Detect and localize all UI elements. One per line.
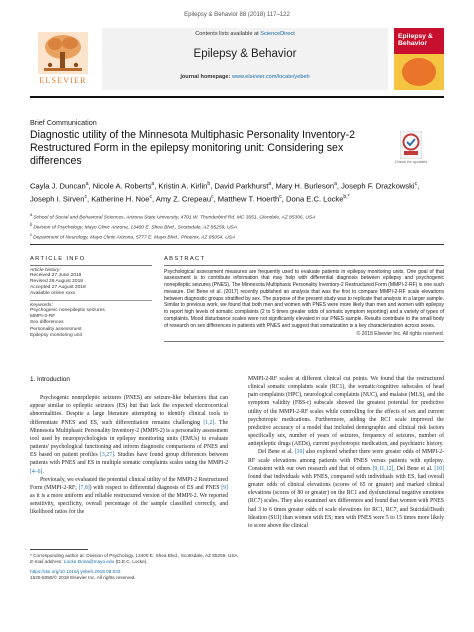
history-entry: Revised 26 August 2018 <box>30 278 84 284</box>
keywords-label: Keywords: <box>30 303 53 308</box>
abstract-column <box>164 256 444 342</box>
author-affiliation-marker: c <box>149 193 152 200</box>
author-affiliation-marker: a <box>85 181 89 187</box>
header-separator <box>30 244 444 245</box>
contents-line <box>102 31 388 37</box>
keyword: Personality assessment <box>30 326 82 332</box>
affiliation-text: School of Social and Behavioral Sciences, Arizona State University, 4701 W. Thunderbird Rd. MC 3051, Glendale, AZ 85306, USA <box>33 215 316 221</box>
abstract-copyright: © 2018 Elsevier Inc. All rights reserved. <box>356 331 444 338</box>
homepage-line <box>102 74 388 80</box>
email-label: E-mail address: <box>30 559 63 564</box>
author[interactable]: Mary H. Burleson <box>275 181 335 191</box>
journal-name: Epilepsy & Behavior <box>193 48 297 60</box>
crossmark-icon[interactable] <box>400 131 422 159</box>
author[interactable]: Amy Z. Crepeau <box>155 194 212 204</box>
left-paragraphs <box>30 394 228 516</box>
affiliation <box>30 212 444 222</box>
author-list: Cayla J. Duncan$^a$, Nicole A. Roberts$^a$, Kristin A. Kirlin$^b$, David Parkhurst$^a$, Mary H. Burleson$^a$, Joseph F. Drazkowski$^c$, Joseph I. Sirven$^c$, Katherine H. Noe$^c$, Amy Z. Crepeau$^c$, Matthew T. Hoerth$^c$, Dona E.C. Locke$^{b,*}$ <box>30 181 420 204</box>
crossmark-label: Check for updates <box>394 159 428 164</box>
homepage-prefix: journal homepage: <box>180 74 231 80</box>
author-affiliation-marker: a <box>268 181 272 187</box>
masthead-center-panel <box>102 28 388 90</box>
body-paragraph: Previously, we evaluated the potential clinical utility of the MMPI-2 Restructured Form (MMPI-2-RF; [7,8]) with respect to differential diagnosis of ES and PNES [9] as it is a more uniform and reliable restructured version of the MMPI-2. We reported sensitivity, specificity, overall percentage of the sample classified correctly, and likelihood ratios for the <box>30 476 228 516</box>
body-paragraph: Del Bene et al. [10] also explored whether there were greater odds of MMPI-2-RF scale elevations among patients with PNES versus patients with epilepsy. Consistent with our own research and that of others [9,11,12], Del Bene et al. [10] found that individuals with PNES, compared with individuals with ES, had overall greater odds of clinical elevations (scores of 65 or greater) and marked clinical elevations (scores of 80 or greater) on the RC1 and dysfunctional negative emotions (RC7) scales. They also examined sex differences and found that women with PNES had 3 to 6 times greater odds of scale elevations for RC1, RC7, and Suicidal/Death Ideation (SUI) than women with ES; men with PNES were 5 to 15 times more likely to score above the clinical <box>248 449 445 529</box>
running-head: Epilepsy & Behavior 88 (2018) 117–122 <box>184 12 290 18</box>
citation-link[interactable]: [7,8] <box>78 484 90 491</box>
doi-link[interactable]: https://doi.org/10.1016/j.yebeh.2018.08.033 <box>30 569 121 574</box>
affiliation <box>30 232 444 242</box>
journal-masthead <box>30 28 444 100</box>
body-right-column <box>248 375 444 530</box>
author-affiliation-marker: c <box>84 193 87 200</box>
cover-title: Epilepsy & Behavior <box>398 33 433 47</box>
affiliation-marker: b <box>30 221 33 227</box>
history-list <box>30 273 152 298</box>
abstract-text: Psychological assessment measures are frequently used to evaluate patients in epilepsy monitoring units. One goal of that assessment is to contribute information that may help with differential diagnosis between epilepsy and psychogenic nonepileptic seizures (PNES). The Minnesota Multiphasic Personality Inventory-2 Restructured Form (MMPI-2-RF) is one such measure. Del Bene et al. (2017) recently published an analysis that was the first to compare MMPI-2-RF scale elevations between diagnostic groups stratified by sex. The purpose of the present study was to replicate that analysis in a larger sample. Similar to previous work, we found that both men and women with PNES were more likely than men and women with epilepsy to report high levels of somatic complaints (2 to 5 times greater odds of somatic symptom reporting) and a variety of types of complaints. Mood disturbance scales were not significantly elevated in our PNES sample. Results contribute to the small body of research on sex differences in patients with PNES and suggest that somatization is a key characterization across sexes. <box>164 268 445 329</box>
affiliation-text: Department of Neurology, Mayo Clinic Arizona, 5777 E. Mayo Blvd., Phoenix, AZ 85054, USA <box>33 235 236 241</box>
email-suffix: (D.E.C. Locke). <box>115 559 148 564</box>
history-entry: Available online xxxx <box>30 291 76 297</box>
elsevier-tree-icon <box>38 32 88 74</box>
affiliation <box>30 222 444 232</box>
keyword: Sex differences <box>30 320 64 326</box>
history-entry: Received 27 June 2018 <box>30 272 82 278</box>
body-paragraph: Psychogenic nonepileptic seizures (PNES) are seizure-like behaviors that can appear similar to epileptic seizures (ES) but that lack the expected electrocortical abnormalities. Despite a large literature attempting to identify clinical tools to differentiate PNES and ES, such differentiation remains challenging [1,2]. The Minnesota Multiphasic Personality Inventory-2 (MMPI-2) is a personality assessment tool used by neuropsychologists in epilepsy monitoring units (EMUs) to evaluate patients' psychological functioning and inform diagnostic comparisons of PNES and ES based on patient profiles [3,27]. Studies have found group differences between patients with PNES and ES in multiple somatic complaints scales using the MMPI-2 [4–6]. <box>30 395 228 475</box>
history-entry: Accepted 27 August 2018 <box>30 285 86 290</box>
author-affiliation-marker: a <box>151 181 155 187</box>
author[interactable]: Kristin A. Kirlin <box>158 181 208 191</box>
citation-link[interactable]: [10] <box>294 449 305 456</box>
masthead-rule <box>30 96 444 98</box>
author[interactable]: Dona E.C. Locke <box>286 194 344 204</box>
elsevier-logo <box>30 28 96 90</box>
citation-link[interactable]: [9] <box>221 484 228 491</box>
article-type: Brief Communication <box>30 118 97 127</box>
affiliation-list <box>30 212 444 241</box>
author-affiliation-marker: a <box>334 181 337 187</box>
cover-art <box>402 58 436 86</box>
email-line <box>30 559 228 565</box>
sciencedirect-link[interactable]: ScienceDirect <box>260 31 295 37</box>
keyword-list <box>30 308 152 339</box>
citation-link[interactable]: [3,27] <box>99 452 114 459</box>
keyword: Psychogenic nonepileptic seizures <box>30 308 105 313</box>
affiliation-marker: c <box>30 231 33 237</box>
keyword: MMPI-2-RF <box>30 314 56 320</box>
email-link[interactable]: Locke.Dona@mayo.edu <box>63 559 115 564</box>
abstract-rule <box>164 265 444 266</box>
author[interactable]: Nicole A. Roberts <box>92 181 152 191</box>
abstract-heading: ABSTRACT <box>164 256 206 262</box>
author-affiliation-marker: c <box>414 181 418 187</box>
author-affiliation-marker: b <box>207 181 211 187</box>
author[interactable]: Joseph F. Drazkowski <box>341 181 415 191</box>
elsevier-wordmark: ELSEVIER <box>39 76 87 85</box>
author-affiliation-marker: c <box>211 193 214 200</box>
author[interactable]: Cayla J. Duncan <box>30 181 86 191</box>
footnotes <box>30 553 239 581</box>
citation-link[interactable]: [4–6] <box>30 468 43 475</box>
article-info-heading: ARTICLE INFO <box>30 256 86 262</box>
body-left-column <box>30 373 228 517</box>
author[interactable]: David Parkhurst <box>214 181 269 191</box>
corresponding-author-note: * Corresponding author at: Division of Psychology, 13400 E. Shea Blvd., Scottsdale, AZ 85259, USA. <box>30 553 239 558</box>
right-paragraphs <box>248 375 444 530</box>
keywords-rule <box>30 300 152 301</box>
section-heading-introduction: 1. Introduction <box>30 376 70 383</box>
author[interactable]: Katherine H. Noe <box>91 194 150 204</box>
keyword: Epilepsy monitoring unit <box>30 332 82 338</box>
author-affiliation-marker: b,* <box>343 193 350 200</box>
body-paragraph: MMPI-2-RF scales at different clinical cut points. We found that the restructured clinical somatic complaints scale (RC1), the somatic/cognitive subscales of head pain complaints (HPC), neurological complaints (NUC), and malaise (MLS), and the symptom validity (FBS-r) subscale showed the greatest potential for predictive utility of the MMPI-2-RF scales while controlling for the effects of sex and current psychotropic medications. Furthermore, adding the RC1 scale improved the predictive accuracy of a model that included demographic and clinical risk factors specifically sex, number of years of seizures, frequency of seizures, number of antiepileptic drugs (AEDs), current psychotropic medication, and psychiatric history. <box>248 376 444 448</box>
article-title: Diagnostic utility of the Minnesota Multiphasic Personality Inventory-2 Restructured Form in the epilepsy monitoring unit: Considering sex differences <box>30 129 356 167</box>
affiliation-text: Division of Psychology, Mayo Clinic Arizona, 13400 E. Shea Blvd., Scottsdale, AZ 85259, USA <box>33 225 238 231</box>
article-info-rule <box>30 265 152 266</box>
author-affiliation-marker: c <box>279 193 282 200</box>
doi-block <box>30 569 228 581</box>
journal-cover-thumbnail[interactable] <box>394 28 444 90</box>
abstract-bottom-rule <box>164 341 444 342</box>
footnote-rule <box>30 549 88 550</box>
author[interactable]: Matthew T. Hoerth <box>217 194 280 204</box>
history-label: Article history: <box>30 267 61 273</box>
issn-line: 1525-5050/© 2018 Elsevier Inc. All rights reserved. <box>30 575 136 580</box>
citation-link[interactable]: [1,2] <box>203 419 215 426</box>
contents-prefix: Contents lists available at <box>195 31 259 37</box>
citation-link[interactable]: [10] <box>434 465 444 472</box>
author[interactable]: Joseph I. Sirven <box>30 194 85 204</box>
citation-link[interactable]: [9,11,12] <box>372 465 394 472</box>
affiliation-marker: a <box>30 212 33 217</box>
article-info-column <box>30 256 152 339</box>
journal-homepage-link[interactable]: www.elsevier.com/locate/yebeh <box>231 74 310 80</box>
